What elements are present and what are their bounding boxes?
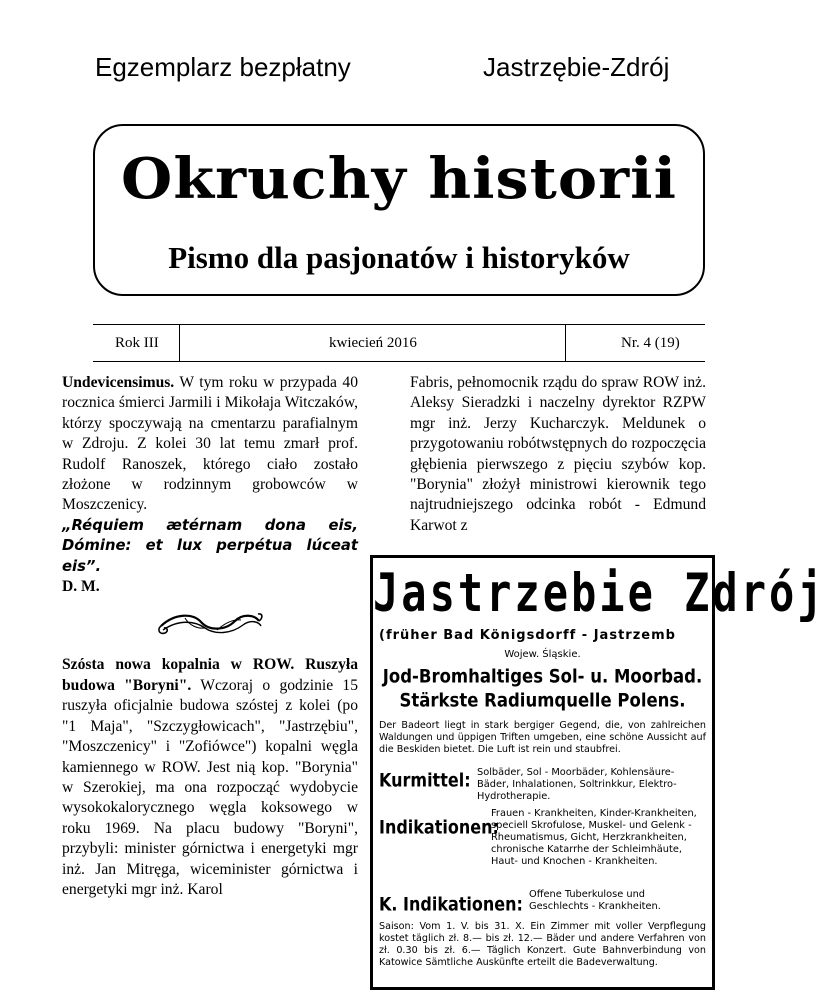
city-label: Jastrzębie-Zdrój	[483, 52, 670, 82]
article-text: Wczoraj o godzinie 15 ruszyła oficjalnie budowa szóstej z kolei (po "1 Maja", "Szczygłowicach", "Jastrzębiu", "Moszczenicy" i "Zofiówce") kopalni węgla kamiennego w ROW. Jest nią kop. "Borynia" w Szerokiej, ma ona rozpocząć wydobycie wysokokalorycznego węgla koksowego w roku 1969. Na placu budowy "Boryni", przybyli: minister górnictwa i energetyki mgr inż. Jan Mitręga, wiceminister górnictwa i energetyki mgr inż. Karol	[62, 676, 359, 898]
issue-info-bar	[93, 324, 705, 362]
article-undevicensimus	[62, 373, 358, 516]
article-signature: D. M.	[62, 578, 100, 596]
article-text: W tym roku w przypada 40 rocznica śmierci Jarmili i Mikołaja Witczaków, którzy spoczywają na cmentarzu parafialnym w Zdroju. Z kolei 30 lat temu zmarł prof. Rudolf Ranoszek, którego ciało zostało złożone w rodzinnym grobowców w Moszczenicy.	[62, 374, 358, 514]
latin-quote: „Réquiem ætérnam dona eis, Dómine: et lux perpétua lúceat eis”.	[62, 516, 358, 575]
masthead-subtitle: Pismo dla pasjonatów i historyków	[168, 240, 630, 275]
masthead-title: Okruchy historii	[121, 146, 677, 212]
issue-divider	[565, 325, 566, 361]
issue-date: kwiecień 2016	[329, 335, 417, 351]
ad-kurmittel-label: Kurmittel:	[379, 769, 471, 791]
ad-kindikationen-label: K. Indikationen:	[379, 893, 523, 915]
ad-former-name: (früher Bad Königsdorff - Jastrzemb	[379, 628, 676, 643]
ad-kurmittel-row	[379, 767, 706, 807]
issue-number: Nr. 4 (19)	[621, 335, 680, 351]
ad-voivodeship: Wojew. Śląskie.	[504, 649, 581, 660]
ad-indikationen-row	[379, 808, 706, 888]
ornament-divider	[155, 609, 265, 639]
issue-year: Rok III	[115, 335, 159, 351]
left-column	[62, 373, 358, 900]
ad-description: Der Badeort liegt in stark bergiger Gegend, die, von zahlreichen Waldungen und üppigen Triften umgeben, eine schöne Aussicht auf die Beskiden bietet. Die Luft ist rein und staubfrei.	[379, 720, 706, 755]
ad-title: Jastrzebie Zdrój	[373, 562, 826, 624]
free-copy-label: Egzemplarz bezpłatny	[95, 52, 351, 82]
ad-kindikationen-text: Offene Tuberkulose und Geschlechts - Krankheiten.	[529, 889, 661, 912]
ad-indikationen-text: Frauen - Krankheiten, Kinder-Krankheiten, speciell Skrofulose, Muskel- und Gelenk - Rheumatismus, Gicht, Herzkrankheiten, chronische Katarrhe der Schleimhäute, Haut- und Knochen - Krankheiten.	[491, 808, 697, 867]
article-lead: Szósta nowa kopalnia w ROW. Ruszyła budowa "Boryni".	[62, 656, 358, 694]
ad-kindikationen-row	[379, 889, 706, 919]
issue-divider	[179, 325, 180, 361]
ad-headline: Jod-Bromhaltiges Sol- u. Moorbad.	[382, 665, 703, 687]
article-borynia-right: Fabris, pełnomocnik rządu do spraw ROW inż. Aleksy Sieradzki i naczelny dyrektor RZPW mgr inż. Jerzy Kucharczyk. Meldunek o przygotowaniu robótwstępnych do rozpoczęcia głębienia pierwszego z pięciu szybów kop. "Borynia" złożył ministrowi kierownik tego najtrudniejszego odcinka robót - Edmund Karwot z	[410, 374, 706, 534]
article-borynia-left	[62, 655, 358, 900]
ad-indikationen-label: Indikationen:	[379, 816, 499, 838]
ad-kurmittel-text: Solbäder, Sol - Moorbäder, Kohlensäure-Bäder, Inhalationen, Soltrinkkur, Elektro- Hydrotherapie.	[477, 767, 677, 802]
masthead	[93, 124, 705, 296]
ad-footer: Saison: Vom 1. V. bis 31. X. Ein Zimmer mit voller Verpflegung kostet täglich zł. 8.— bis zł. 12.— Bäder und andere Verfahren von zł. 0.30 bis zł. 6.— Täglich Konzert. Gute Bahnverbindung von Katowice Sämtliche Auskünfte erteilt die Badeverwaltung.	[379, 921, 706, 968]
ad-headline: Stärkste Radiumquelle Polens.	[399, 689, 686, 711]
historic-advertisement	[370, 555, 826, 990]
article-lead: Undevicensimus.	[62, 374, 175, 391]
right-column	[410, 373, 706, 536]
